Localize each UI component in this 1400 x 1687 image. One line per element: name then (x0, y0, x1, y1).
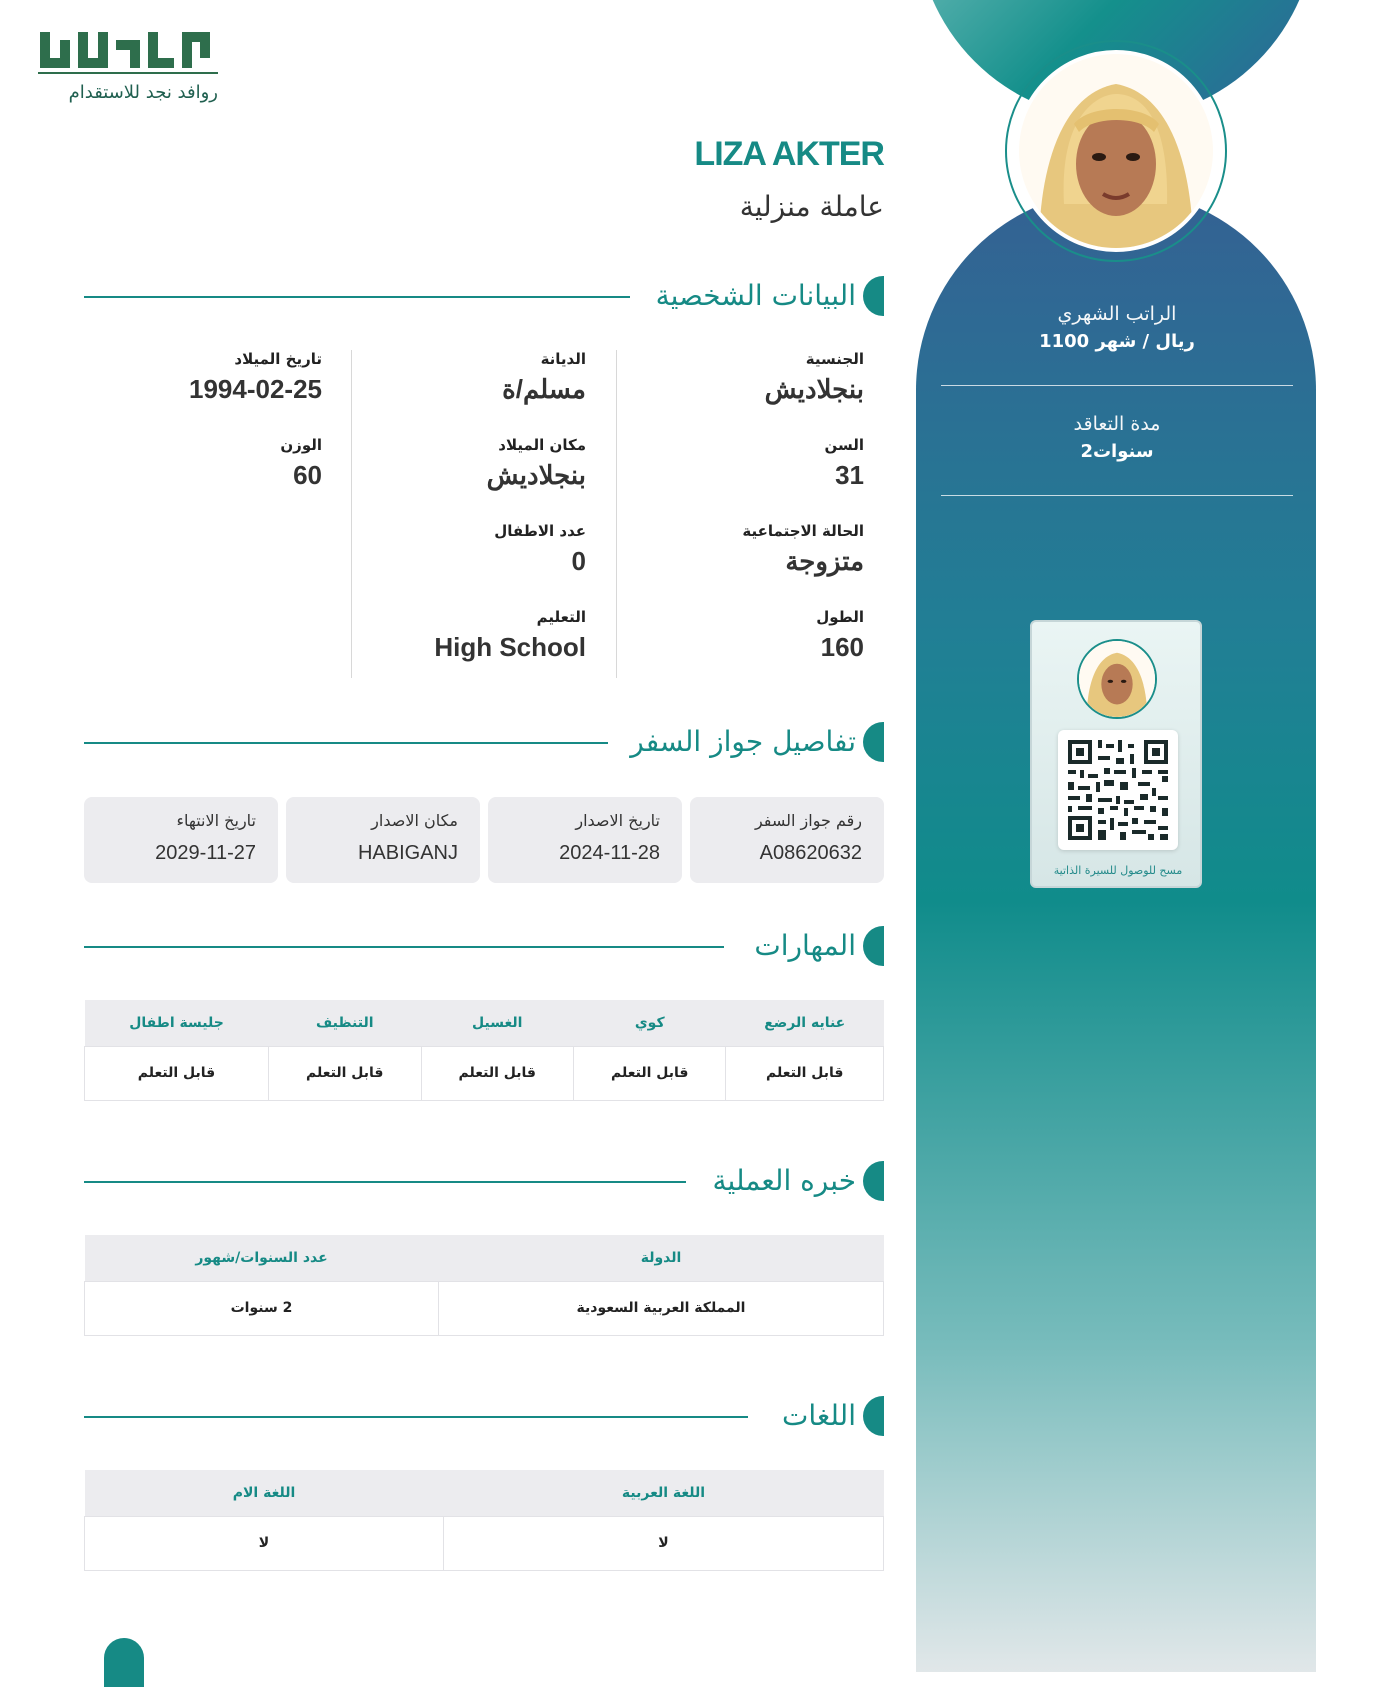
contract-value: 2سنوات (1080, 441, 1154, 462)
sidebar-divider (941, 495, 1293, 496)
field-label: السن (824, 436, 864, 454)
field-value: 0 (571, 546, 586, 576)
table-header-row (85, 1000, 884, 1046)
field-label: الديانة (540, 350, 586, 368)
passport-label: مكان الاصدار (371, 811, 458, 830)
field-height (816, 608, 864, 663)
salary-block (941, 303, 1293, 352)
field-children (494, 522, 586, 577)
personal-column-3 (84, 350, 322, 678)
field-label: تاريخ الميلاد (234, 350, 322, 368)
field-value: 31 (835, 460, 864, 490)
section-marker (863, 1161, 884, 1201)
qr-caption: مسح للوصول للسيرة الذاتية (1053, 864, 1183, 877)
table-row (85, 1281, 884, 1335)
qr-card-avatar (1077, 639, 1157, 719)
section-marker (863, 926, 884, 966)
table-cell: قابل التعلم (421, 1046, 573, 1100)
footer-decoration (104, 1638, 144, 1687)
field-education (434, 608, 586, 663)
personal-column-1 (619, 350, 864, 678)
contract-block (941, 413, 1293, 462)
field-value: بنجلاديش (764, 374, 864, 404)
table-row (85, 1516, 884, 1570)
field-label: الوزن (280, 436, 322, 454)
table-cell: لا (444, 1516, 884, 1570)
field-label: مكان الميلاد (498, 436, 586, 454)
table-header-cell: الغسيل (421, 1000, 573, 1046)
field-religion (502, 350, 586, 405)
section-title: البيانات الشخصية (655, 279, 856, 312)
table-cell: قابل التعلم (85, 1046, 269, 1100)
passport-value: 2024-11-28 (559, 842, 660, 864)
field-value: مسلم/ة (502, 374, 586, 404)
table-header-cell: عنايه الرضع (726, 1000, 884, 1046)
candidate-job-title: عاملة منزلية (739, 190, 884, 223)
contract-label: مدة التعاقد (1073, 413, 1161, 435)
passport-label: تاريخ الانتهاء (176, 811, 256, 830)
table-cell: لا (85, 1516, 444, 1570)
personal-column-2 (351, 350, 617, 678)
qr-code[interactable] (1058, 730, 1178, 850)
portrait-photo-icon (1079, 641, 1155, 717)
salary-label: الراتب الشهري (1057, 303, 1177, 325)
section-divider (84, 946, 724, 948)
qr-code-icon (1058, 730, 1178, 850)
passport-issue-date-card (488, 797, 682, 883)
section-title: خبره العملية (712, 1164, 856, 1197)
field-weight (280, 436, 322, 491)
table-header-cell: جليسة اطفال (85, 1000, 269, 1046)
section-divider (84, 1181, 686, 1183)
field-label: الحالة الاجتماعية (742, 522, 864, 540)
passport-label: رقم جواز السفر (754, 811, 862, 830)
field-value: 160 (820, 632, 864, 662)
section-marker (863, 276, 884, 316)
table-header-cell: كوي (573, 1000, 725, 1046)
table-header-cell: الدولة (439, 1235, 884, 1281)
field-marital-status (742, 522, 864, 577)
languages-table (84, 1470, 884, 1571)
table-header-row (85, 1470, 884, 1516)
field-label: عدد الاطفال (494, 522, 586, 540)
field-value: 1994-02-25 (189, 374, 322, 404)
passport-issue-place-card (286, 797, 480, 883)
section-header-skills (84, 926, 884, 966)
table-row (85, 1046, 884, 1100)
section-divider (84, 1416, 748, 1418)
section-header-languages (84, 1396, 884, 1436)
field-label: الجنسية (805, 350, 864, 368)
candidate-name: LIZA AKTER (694, 135, 884, 173)
section-divider (84, 742, 608, 744)
field-value: High School (434, 632, 586, 662)
field-nationality (765, 350, 864, 405)
section-title: المهارات (754, 929, 856, 962)
field-label: التعليم (536, 608, 586, 626)
table-header-cell: التنظيف (269, 1000, 421, 1046)
passport-expiry-card (84, 797, 278, 883)
table-cell: قابل التعلم (726, 1046, 884, 1100)
field-value: بنجلاديش (486, 460, 586, 490)
passport-label: تاريخ الاصدار (575, 811, 660, 830)
skills-table (84, 1000, 884, 1101)
table-header-cell: اللغة الام (85, 1470, 444, 1516)
field-value: متزوجة (785, 546, 864, 576)
table-cell: قابل التعلم (573, 1046, 725, 1100)
section-header-personal (84, 276, 884, 316)
logo-mark-icon (38, 28, 218, 76)
sidebar-panel (916, 0, 1316, 1672)
passport-number-card (690, 797, 884, 883)
table-header-cell: عدد السنوات/شهور (85, 1235, 439, 1281)
qr-card[interactable] (1030, 620, 1202, 888)
table-header-row (85, 1235, 884, 1281)
salary-value: 1100 ريال / شهر (1039, 331, 1195, 352)
passport-value: HABIGANJ (357, 842, 458, 864)
passport-value: A08620632 (759, 842, 862, 864)
field-birth-date (189, 350, 322, 405)
passport-value: 2029-11-27 (155, 842, 256, 864)
field-birth-place (487, 436, 586, 491)
field-value: 60 (293, 460, 322, 490)
logo-text: روافد نجد للاستقدام (68, 82, 218, 103)
table-cell: 2 سنوات (85, 1281, 439, 1335)
sidebar-divider (941, 385, 1293, 386)
portrait-photo-icon (1019, 54, 1213, 248)
section-divider (84, 296, 630, 298)
profile-photo (1015, 50, 1217, 252)
section-title: اللغات (782, 1399, 856, 1432)
section-header-experience (84, 1161, 884, 1201)
experience-table (84, 1235, 884, 1336)
section-header-passport (84, 722, 884, 762)
section-marker (863, 722, 884, 762)
table-cell: قابل التعلم (269, 1046, 421, 1100)
table-header-cell: اللغة العربية (444, 1470, 884, 1516)
section-marker (863, 1396, 884, 1436)
table-cell: المملكة العربية السعودية (439, 1281, 884, 1335)
field-age (824, 436, 864, 491)
section-title: تفاصيل جواز السفر (630, 725, 856, 758)
field-label: الطول (816, 608, 864, 626)
